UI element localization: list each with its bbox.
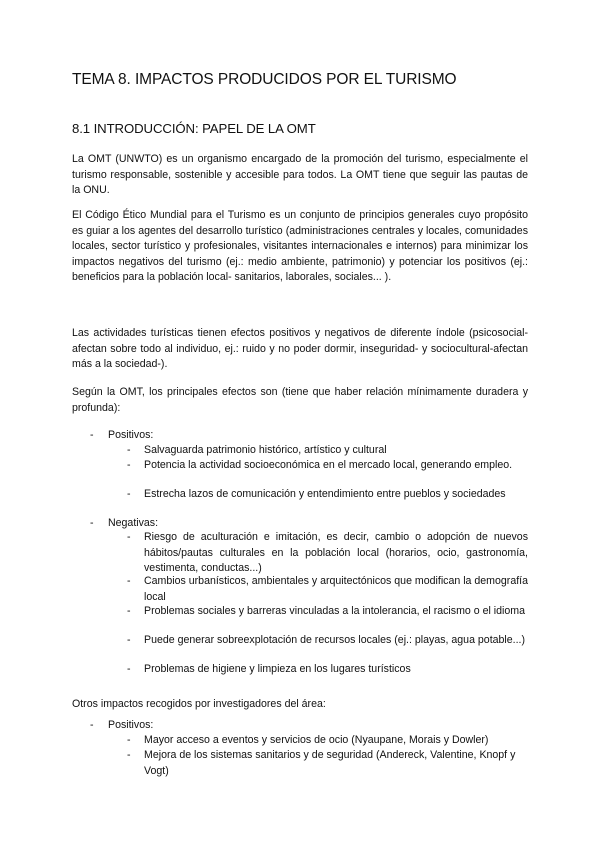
- list-dash: -: [127, 605, 131, 617]
- list-item: Potencia la actividad socioeconómica en el mercado local, generando empleo.: [144, 459, 513, 471]
- list-dash: -: [127, 531, 131, 543]
- list-dash: -: [127, 734, 131, 746]
- list-dash: -: [127, 634, 131, 646]
- list-dash: -: [127, 488, 131, 500]
- negativas-label: Negativas:: [108, 517, 159, 529]
- paragraph-efectos: Según la OMT, los principales efectos son (tiene que haber relación mínimamente duradera y profunda):: [72, 386, 528, 414]
- section-heading: 8.1 INTRODUCCIÓN: PAPEL DE LA OMT: [72, 121, 316, 136]
- page-title: TEMA 8. IMPACTOS PRODUCIDOS POR EL TURISMO: [72, 71, 457, 88]
- list-item: Cambios urbanísticos, ambientales y arquitectónicos que modifican la demografía local: [144, 575, 528, 603]
- list-dash: -: [90, 719, 94, 731]
- paragraph-omt: La OMT (UNWTO) es un organismo encargado de la promoción del turismo, especialmente el turismo responsable, sostenible y accesible para todos. La OMT tiene que seguir las pautas de la ONU.: [72, 153, 528, 197]
- paragraph-otros: Otros impactos recogidos por investigadores del área:: [72, 698, 326, 710]
- list-dash: -: [127, 444, 131, 456]
- list-item: Mayor acceso a eventos y servicios de ocio (Nyaupane, Morais y Dowler): [144, 734, 489, 746]
- list-dash: -: [127, 459, 131, 471]
- paragraph-codigo-etico: El Código Ético Mundial para el Turismo es un conjunto de principios generales cuyo propósito es guiar a los agentes del desarrollo turístico (administraciones centrales y locales, comunidades locales, sector turístico y profesionales, visitantes internacionales e internos) para minimizar los impactos negativos del turismo (ej.: medio ambiente, patrimonio) y potenciar los positivos (ej.: beneficios para la población local- sanitarios, laborales, sociales... ).: [72, 209, 528, 284]
- list-item: Puede generar sobreexplotación de recursos locales (ej.: playas, agua potable...): [144, 634, 526, 646]
- list-item: Salvaguarda patrimonio histórico, artístico y cultural: [144, 444, 387, 456]
- positivos-label: Positivos:: [108, 429, 154, 441]
- list-dash: -: [127, 749, 131, 761]
- list-item: Mejora de los sistemas sanitarios y de seguridad (Andereck, Valentine, Knopf y Vogt): [144, 749, 516, 777]
- list-dash: -: [127, 663, 131, 675]
- list-dash: -: [127, 575, 131, 587]
- paragraph-actividades: Las actividades turísticas tienen efectos positivos y negativos de diferente índole (psicosocial- afectan sobre todo al individuo, ej.: ruido y no poder dormir, inseguridad- y sociocultural-afectan más a la sociedad-).: [72, 327, 528, 371]
- list-item: Estrecha lazos de comunicación y entendimiento entre pueblos y sociedades: [144, 488, 506, 500]
- list-item: Riesgo de aculturación e imitación, es decir, cambio o adopción de nuevos hábitos/pautas culturales en la población local (horarios, ocio, gastronomía, vestimenta, conductas...): [144, 531, 528, 575]
- list-item: Problemas de higiene y limpieza en los lugares turísticos: [144, 663, 411, 675]
- list-dash: -: [90, 429, 94, 441]
- list-item: Problemas sociales y barreras vinculadas a la intolerancia, el racismo o el idioma: [144, 605, 525, 617]
- otros-positivos-label: Positivos:: [108, 719, 154, 731]
- list-dash: -: [90, 517, 94, 529]
